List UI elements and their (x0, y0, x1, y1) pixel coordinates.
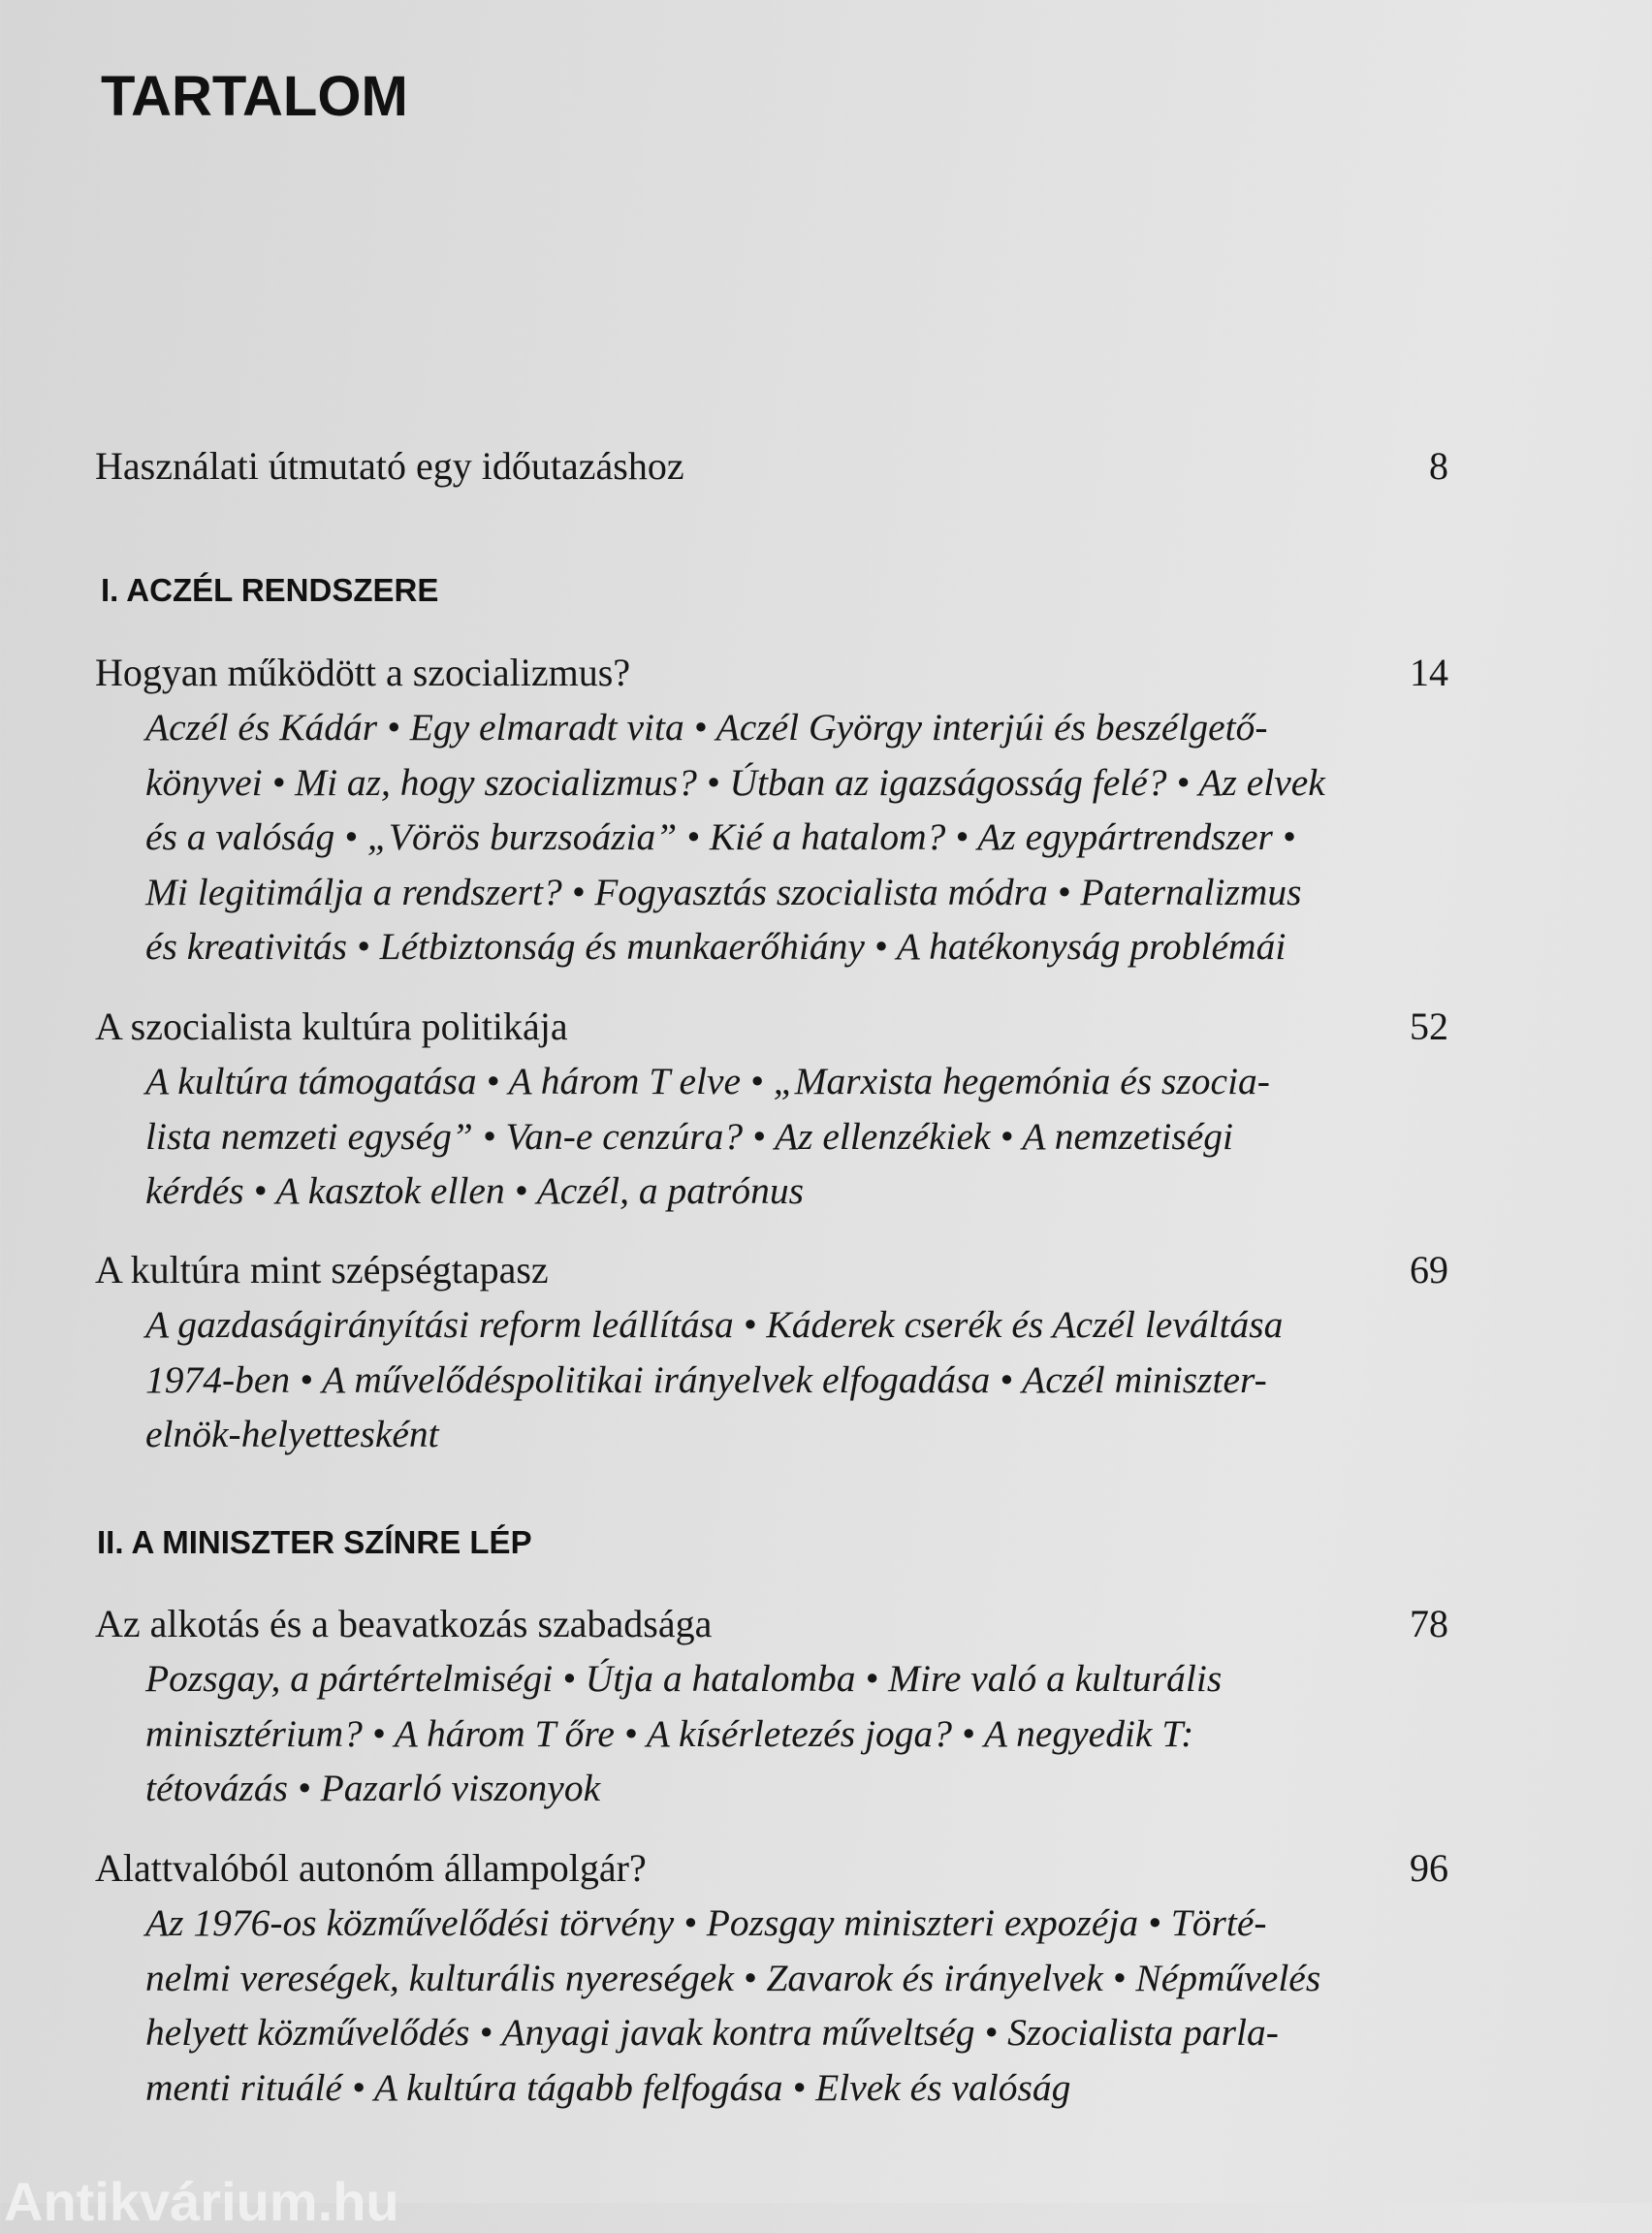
toc-entry (95, 1000, 1448, 1219)
subtopic-line: kérdés • A kasztok ellen • Aczél, a patrónus (145, 1169, 804, 1212)
subtopic-line: A gazdaságirányítási reform leállítása • Káderek cserék és Aczél leváltása (145, 1303, 1284, 1346)
chapter-subtopics (95, 1297, 1448, 1462)
page-number: 52 (1410, 1005, 1448, 1048)
subtopic-line: helyett közművelődés • Anyagi javak kontra műveltség • Szocialista parla- (145, 2011, 1279, 2054)
subtopic-line: Aczél és Kádár • Egy elmaradt vita • Aczél György interjúi és beszélgető- (145, 706, 1268, 749)
chapter-title: Használati útmutató egy időutazáshoz (95, 444, 684, 488)
subtopic-line: menti rituálé • A kultúra tágabb felfogása • Elvek és valóság (145, 2065, 1071, 2109)
subtopic-line: Az 1976-os közművelődési törvény • Pozsgay miniszteri expozéja • Törté- (145, 1901, 1267, 1944)
section-heading: II. A MINISZTER SZÍNRE LÉP (97, 1524, 532, 1560)
toc-entry (95, 1841, 1448, 2115)
watermark: Antikvárium.hu (4, 2171, 399, 2232)
subtopic-line: Mi legitimálja a rendszert? • Fogyasztás szocialista módra • Paternalizmus (145, 870, 1302, 913)
subtopic-line: és a valóság • „Vörös burzsoázia” • Kié a hatalom? • Az egypártrendszer • (145, 815, 1296, 858)
page-number: 96 (1410, 1846, 1448, 1890)
chapter-subtopics (95, 1054, 1448, 1219)
chapter-title: Alattvalóból autonóm állampolgár? (95, 1846, 647, 1890)
chapter-subtopics (95, 700, 1448, 974)
chapter-title: Hogyan működött a szocializmus? (95, 651, 631, 694)
section-heading: I. ACZÉL RENDSZERE (101, 572, 439, 608)
subtopic-line: elnök-helyettesként (145, 1413, 439, 1455)
page-title: TARTALOM (101, 65, 408, 128)
toc-entry (95, 1597, 1448, 1816)
toc-entry-intro (95, 439, 1448, 494)
subtopic-line: lista nemzeti egység” • Van-e cenzúra? • Az ellenzékiek • A nemzetiségi (145, 1114, 1234, 1158)
subtopic-line: könyvei • Mi az, hogy szocializmus? • Útban az igazságosság felé? • Az elvek (145, 760, 1325, 804)
subtopic-line: minisztérium? • A három T őre • A kísérletezés joga? • A negyedik T: (145, 1711, 1194, 1755)
chapter-subtopics (95, 1651, 1448, 1816)
page-number: 69 (1410, 1248, 1448, 1292)
page-number: 78 (1410, 1602, 1448, 1645)
subtopic-line: Pozsgay, a pártértelmiségi • Útja a hatalomba • Mire való a kulturális (145, 1657, 1223, 1700)
toc-entry (95, 1243, 1448, 1462)
chapter-title: Az alkotás és a beavatkozás szabadsága (95, 1602, 713, 1645)
toc-entry (95, 646, 1448, 974)
subtopic-line: 1974-ben • A művelődéspolitikai irányelvek elfogadása • Aczél miniszter- (145, 1357, 1267, 1401)
subtopic-line: A kultúra támogatása • A három T elve • „Marxista hegemónia és szocia- (145, 1060, 1270, 1102)
chapter-title: A szocialista kultúra politikája (95, 1005, 568, 1048)
subtopic-line: tétovázás • Pazarló viszonyok (145, 1767, 601, 1809)
page-number: 14 (1410, 651, 1448, 694)
subtopic-line: nelmi vereségek, kulturális nyereségek • Zavarok és irányelvek • Népművelés (145, 1956, 1321, 1999)
subtopic-line: és kreativitás • Létbiztonság és munkaerőhiány • A hatékonyság problémái (145, 925, 1287, 968)
chapter-subtopics (95, 1896, 1448, 2115)
page-number: 8 (1429, 444, 1448, 488)
chapter-title: A kultúra mint szépségtapasz (95, 1248, 549, 1292)
